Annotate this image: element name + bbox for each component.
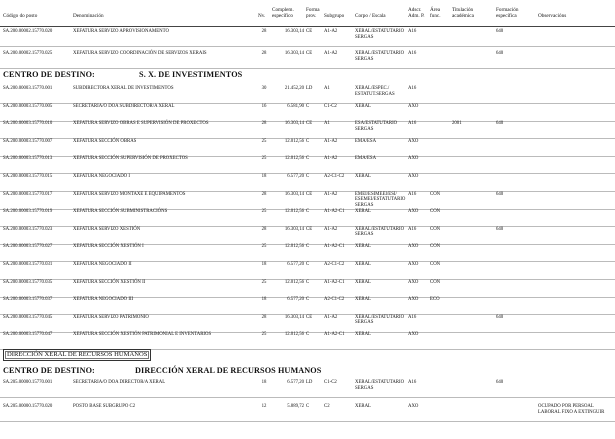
cell-subgroup: A1-A2 bbox=[324, 138, 338, 144]
cell-corpo: EMA/ESA bbox=[355, 156, 377, 162]
cell-formation: 640 bbox=[496, 121, 504, 127]
cell-nivel: 28 bbox=[261, 121, 267, 127]
cell-area: CON bbox=[430, 262, 441, 267]
cell-complement: 6.577,20 bbox=[287, 380, 304, 385]
cell-denomination: SECRETARIA/O DOA DIRECTOR/A XERAL bbox=[73, 380, 166, 385]
cell-subgroup: A1-A2 bbox=[324, 191, 338, 197]
cell-code: SA.200.00003.15770.047 bbox=[3, 332, 53, 338]
cell-subgroup: A1-A2 bbox=[324, 156, 338, 162]
cell-complement: 12.012,56 bbox=[284, 209, 304, 215]
cell-forma: C bbox=[306, 103, 310, 109]
cell-denomination: XEFATURA SERVIZO XESTIÓN bbox=[73, 226, 141, 232]
cell-adscr: A16 bbox=[408, 86, 417, 91]
cell-corpo: XERAL bbox=[355, 209, 371, 215]
header-adscr: Adscr. Adm. P. bbox=[408, 7, 425, 19]
cell-denomination: SECRETARIA/O DOA SUBDIRECTOR/A XERAL bbox=[73, 103, 175, 109]
cell-adscr: A16 bbox=[408, 29, 417, 34]
cell-code: SA.200.00003.15770.007 bbox=[3, 138, 53, 144]
cell-complement: 16.303,14 bbox=[284, 314, 304, 320]
cell-formation: 640 bbox=[496, 226, 504, 232]
cell-subgroup: A1 bbox=[324, 86, 330, 91]
cell-forma: C bbox=[306, 138, 310, 144]
cell-subgroup: A1-A2-C1 bbox=[324, 209, 345, 215]
cell-nivel: 28 bbox=[261, 191, 267, 197]
cell-subgroup: A1-A2 bbox=[324, 226, 338, 232]
cell-subgroup: A1-A2-C1 bbox=[324, 244, 345, 250]
cell-adscr: AXO bbox=[408, 174, 419, 179]
cell-code: SA.200.00003.15770.005 bbox=[3, 103, 53, 109]
cell-adscr: AXO bbox=[408, 297, 419, 303]
cell-forma: CE bbox=[306, 226, 313, 232]
cell-subgroup: A1-A2 bbox=[324, 51, 338, 56]
cell-subgroup: A2-C1-C2 bbox=[324, 297, 345, 303]
cell-nivel: 28 bbox=[261, 314, 267, 320]
cell-complement: 6.577,20 bbox=[287, 262, 304, 267]
cell-code: SA.200.00003.15770.037 bbox=[3, 297, 53, 303]
cell-area: CON bbox=[430, 209, 441, 215]
cell-denomination: XEFATURA SECCIÓN XESTIÓN PATRIMONIAL E INVENTARIOS bbox=[73, 332, 212, 338]
cell-corpo: XERAL bbox=[355, 404, 371, 409]
cell-code: SA.200.00003.15770.017 bbox=[3, 191, 53, 197]
cell-forma: C bbox=[306, 404, 310, 409]
cell-corpo: XERAL/ESTATUTARIO SERGAS bbox=[355, 380, 405, 391]
cell-code: SA.200.00003.15770.015 bbox=[3, 174, 53, 179]
cell-adscr: A16 bbox=[408, 51, 417, 56]
table-row bbox=[0, 48, 615, 69]
cell-nivel: 28 bbox=[261, 51, 267, 56]
cell-forma: CE bbox=[306, 29, 313, 34]
header-formation: Formación específica bbox=[496, 7, 519, 19]
cell-corpo: XERAL/ESTATUTARIO SERGAS bbox=[355, 226, 405, 238]
table-row bbox=[0, 26, 615, 47]
header-code: Código do posto bbox=[3, 13, 38, 19]
cell-forma: C bbox=[306, 279, 310, 285]
cell-complement: 6.581,90 bbox=[287, 103, 304, 109]
cell-nivel: 18 bbox=[261, 262, 267, 267]
cell-subgroup: A2-C1-C2 bbox=[324, 262, 345, 267]
cell-nivel: 25 bbox=[261, 279, 267, 285]
cell-subgroup: A2-C1-C2 bbox=[324, 174, 345, 179]
cell-corpo: XERAL bbox=[355, 297, 371, 303]
cell-denomination: XEFATURA SERVIZO OBRAS E SUPERVISIÓN DE PROXECTOS bbox=[73, 121, 209, 127]
cell-nivel: 18 bbox=[261, 174, 267, 179]
cell-code: SA.200.00003.15770.019 bbox=[3, 209, 53, 215]
cell-formation: 640 bbox=[496, 51, 504, 56]
section-name: DIRECCIÓN XERAL DE RECURSOS HUMANOS bbox=[135, 366, 322, 375]
cell-complement: 12.012,56 bbox=[284, 244, 304, 250]
cell-subgroup: C1-C2 bbox=[324, 103, 337, 109]
cell-denomination: XEFATURA SERVIZO MONTAXE E EQUIPAMENTOS bbox=[73, 191, 186, 197]
cell-forma: LD bbox=[306, 86, 313, 91]
cell-formation: 640 bbox=[496, 314, 504, 320]
cell-area: CON bbox=[430, 244, 441, 250]
cell-adscr: A16 bbox=[408, 314, 417, 320]
cell-corpo: EMEI/ESIMEEI/ESI/ ESEMEI/ESTATUTARIO SERGAS bbox=[355, 191, 406, 208]
cell-denomination: XEFATURA SECCIÓN XESTIÓN I bbox=[73, 244, 144, 250]
table-row bbox=[0, 377, 615, 398]
section-heading-rrhh bbox=[3, 366, 321, 375]
cell-adscr: AXO bbox=[408, 279, 419, 285]
cell-nivel: 30 bbox=[261, 86, 267, 91]
header-subgroup: Subgrupo bbox=[324, 13, 345, 19]
cell-adscr: AXO bbox=[408, 209, 419, 215]
cell-complement: 16.303,14 bbox=[284, 226, 304, 232]
cell-adscr: A16 bbox=[408, 380, 417, 385]
cell-adscr: AXO bbox=[408, 156, 419, 162]
cell-complement: 12.012,56 bbox=[284, 279, 304, 285]
cell-forma: C bbox=[306, 174, 310, 179]
cell-code: SA.200.00003.15770.013 bbox=[3, 156, 53, 162]
cell-denomination: XEFATURA SERVIZO APROVISIONAMENTO bbox=[73, 29, 169, 34]
cell-forma: C bbox=[306, 209, 310, 215]
cell-denomination: SUBDIRECTORA XERAL DE INVESTIMENTOS bbox=[73, 86, 174, 91]
cell-forma: C bbox=[306, 156, 310, 162]
cell-code: SA.200.00002.15770.020 bbox=[3, 29, 53, 34]
boxed-title: DIRECCIÓN XERAL DE RECURSOS HUMANOS bbox=[3, 349, 151, 361]
cell-nivel: 28 bbox=[261, 226, 267, 232]
cell-adscr: AXO bbox=[408, 103, 419, 109]
cell-denomination: XEFATURA SERVIZO COORDINACIÓN DE SERVIZOS XERAIS bbox=[73, 51, 207, 56]
cell-corpo: XERAL bbox=[355, 103, 371, 109]
cell-complement: 12.012,56 bbox=[284, 332, 304, 338]
cell-forma: C bbox=[306, 262, 310, 267]
header-titulation: Titulación académica bbox=[452, 7, 474, 19]
cell-complement: 16.303,14 bbox=[284, 29, 304, 34]
cell-nivel: 25 bbox=[261, 156, 267, 162]
cell-corpo: ESA/ESTATUTARIO SERGAS bbox=[355, 121, 398, 132]
cell-subgroup: A1 bbox=[324, 121, 330, 127]
cell-nivel: 16 bbox=[261, 103, 267, 109]
cell-complement: 16.303,14 bbox=[284, 51, 304, 56]
cell-nivel: 25 bbox=[261, 209, 267, 215]
cell-code: SA.200.00003.15770.031 bbox=[3, 262, 53, 267]
cell-nivel: 18 bbox=[261, 380, 267, 385]
cell-denomination: POSTO BASE SUBGRUPO C2 bbox=[73, 404, 136, 409]
cell-nivel: 12 bbox=[261, 404, 267, 409]
header-forma: Forma bbox=[306, 7, 320, 13]
cell-adscr: A16 bbox=[408, 121, 417, 127]
header-area: Área func. bbox=[430, 7, 441, 19]
cell-code: SA.200.00003.15770.023 bbox=[3, 226, 53, 232]
cell-complement: 5.889,72 bbox=[287, 404, 304, 409]
cell-denomination: XEFATURA SECCIÓN OBRAS bbox=[73, 138, 137, 144]
cell-code: SA.205.00000.15770.001 bbox=[3, 380, 53, 385]
cell-subgroup: A1-A2-C1 bbox=[324, 279, 345, 285]
cell-titulation: 2001 bbox=[452, 121, 462, 127]
table-row bbox=[0, 401, 615, 422]
cell-complement: 16.303,14 bbox=[284, 121, 304, 127]
cell-subgroup: A1-A2-C1 bbox=[324, 332, 345, 338]
header-complement: Complem. específico bbox=[272, 7, 294, 19]
section-name: S. X. DE INVESTIMENTOS bbox=[139, 70, 243, 79]
cell-forma: LD bbox=[306, 380, 313, 385]
cell-code: SA.200.00003.15770.010 bbox=[3, 121, 53, 127]
cell-adscr: A16 bbox=[408, 191, 417, 197]
cell-observations: OCUPADO POR PERSOAL LABORAL FIXO A EXTINGUIR bbox=[538, 404, 605, 415]
cell-complement: 16.303,14 bbox=[284, 191, 304, 197]
cell-complement: 6.577,20 bbox=[287, 297, 304, 303]
cell-corpo: XERAL bbox=[355, 174, 371, 179]
cell-denomination: XEFATURA SECCIÓN SUPERVISIÓN DE PROXECTOS bbox=[73, 156, 188, 162]
section-label: CENTRO DE DESTINO: bbox=[3, 70, 95, 79]
cell-subgroup: A1-A2 bbox=[324, 29, 338, 34]
section-label: CENTRO DE DESTINO: bbox=[3, 366, 95, 375]
cell-subgroup: C2 bbox=[324, 404, 330, 409]
cell-corpo: XERAL/ESPEC./ ESTATUT.SERGAS bbox=[355, 86, 395, 97]
table-row bbox=[0, 329, 615, 350]
cell-adscr: AXO bbox=[408, 404, 419, 409]
cell-complement: 12.012,56 bbox=[284, 156, 304, 162]
cell-adscr: AXO bbox=[408, 244, 419, 250]
cell-formation: 640 bbox=[496, 191, 504, 197]
cell-area: ECO bbox=[430, 297, 440, 303]
cell-denomination: XEFATURA NEGOCIADO I bbox=[73, 174, 130, 179]
cell-denomination: XEFATURA SECCIÓN SUBMINISTRACIÓNS bbox=[73, 209, 168, 215]
cell-complement: 21.452,20 bbox=[284, 86, 304, 91]
cell-code: SA.200.00003.15770.001 bbox=[3, 86, 53, 91]
cell-nivel: 28 bbox=[261, 29, 267, 34]
cell-code: SA.200.00003.15770.035 bbox=[3, 279, 53, 285]
section-heading-investimentos bbox=[3, 70, 242, 79]
cell-subgroup: A1-A2 bbox=[324, 314, 338, 320]
cell-nivel: 18 bbox=[261, 297, 267, 303]
cell-forma: C bbox=[306, 244, 310, 250]
cell-corpo: XERAL bbox=[355, 332, 371, 338]
cell-corpo: XERAL bbox=[355, 279, 371, 285]
cell-adscr: AXO bbox=[408, 262, 419, 267]
cell-adscr: AXO bbox=[408, 138, 419, 144]
cell-corpo: XERAL/ESTATUTARIO SERGAS bbox=[355, 51, 405, 62]
cell-nivel: 25 bbox=[261, 244, 267, 250]
header-corpo: Corpo / Escala bbox=[355, 13, 386, 19]
cell-complement: 12.012,56 bbox=[284, 138, 304, 144]
cell-nivel: 25 bbox=[261, 332, 267, 338]
cell-area: CON bbox=[430, 191, 441, 197]
cell-corpo: XERAL/ESTATUTARIO SERGAS bbox=[355, 29, 405, 40]
cell-code: SA.200.00002.15770.025 bbox=[3, 51, 53, 56]
table-header bbox=[0, 2, 615, 27]
cell-subgroup: C1-C2 bbox=[324, 380, 337, 385]
cell-adscr: A16 bbox=[408, 226, 417, 232]
cell-corpo: XERAL bbox=[355, 262, 371, 267]
cell-forma: CE bbox=[306, 191, 313, 197]
cell-complement: 6.577,20 bbox=[287, 174, 304, 179]
cell-code: SA.200.00003.15770.027 bbox=[3, 244, 53, 250]
cell-nivel: 25 bbox=[261, 138, 267, 144]
cell-formation: 640 bbox=[496, 29, 504, 34]
cell-area: CON bbox=[430, 279, 441, 285]
cell-forma: C bbox=[306, 332, 310, 338]
header-denomination: Denominación bbox=[73, 13, 104, 19]
cell-forma: CE bbox=[306, 121, 313, 127]
cell-forma: CE bbox=[306, 51, 313, 56]
header-nivel: Nv. bbox=[258, 13, 266, 19]
cell-formation: 640 bbox=[496, 380, 504, 385]
cell-forma: C bbox=[306, 297, 310, 303]
cell-code: SA.205.00000.15770.020 bbox=[3, 404, 53, 409]
cell-denomination: XEFATURA NEGOCIADO III bbox=[73, 297, 134, 303]
header-prov: prov. bbox=[306, 13, 317, 19]
cell-corpo: XERAL/ESTATUTARIO SERGAS bbox=[355, 314, 405, 326]
cell-corpo: XERAL bbox=[355, 244, 371, 250]
cell-area: CON bbox=[430, 226, 441, 232]
cell-code: SA.200.00003.15770.045 bbox=[3, 314, 53, 320]
cell-denomination: XEFATURA SERVIZO PATRIMONIO bbox=[73, 314, 149, 320]
header-observations: Observacións bbox=[538, 13, 567, 19]
cell-denomination: XEFATURA NEGOCIADO II bbox=[73, 262, 132, 267]
cell-forma: CE bbox=[306, 314, 313, 320]
cell-corpo: EMA/ESA bbox=[355, 138, 377, 144]
cell-adscr: AXO bbox=[408, 332, 419, 338]
cell-denomination: XEFATURA SECCIÓN XESTIÓN II bbox=[73, 279, 146, 285]
